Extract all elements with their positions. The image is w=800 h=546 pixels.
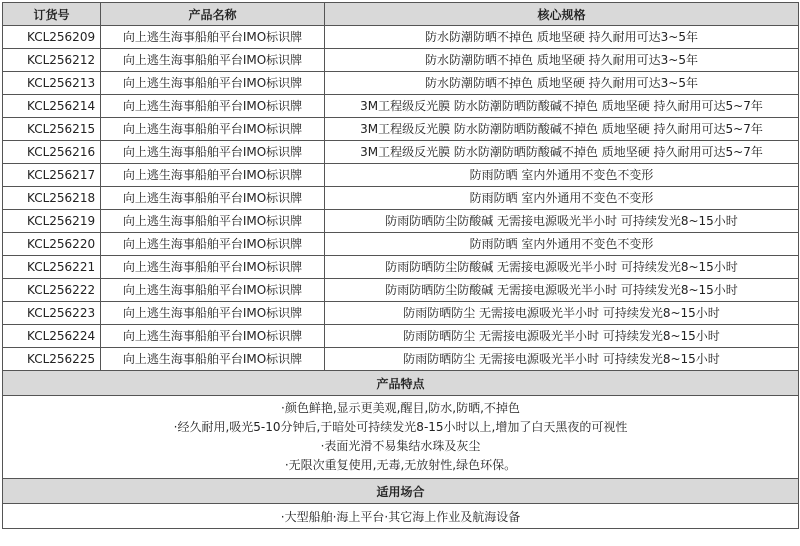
product-name-cell: 向上逃生海事船舶平台IMO标识牌 — [101, 325, 325, 348]
table-row — [3, 187, 799, 210]
product-name-cell: 向上逃生海事船舶平台IMO标识牌 — [101, 72, 325, 95]
product-name-cell: 向上逃生海事船舶平台IMO标识牌 — [101, 210, 325, 233]
header-order-number: 订货号 — [3, 3, 101, 26]
order-number-cell: KCL256216 — [3, 141, 101, 164]
scenes-title: 适用场合 — [3, 479, 799, 504]
core-spec-cell: 防雨防晒 室内外通用不变色不变形 — [325, 164, 799, 187]
features-cell — [3, 396, 799, 479]
product-name-cell: 向上逃生海事船舶平台IMO标识牌 — [101, 187, 325, 210]
table-row — [3, 325, 799, 348]
feature-line: ·无限次重复使用,无毒,无放射性,绿色环保。 — [284, 458, 517, 472]
product-name-cell: 向上逃生海事船舶平台IMO标识牌 — [101, 233, 325, 256]
order-number-cell: KCL256223 — [3, 302, 101, 325]
scenes-header-row — [3, 479, 799, 504]
product-spec-sheet — [2, 2, 798, 529]
feature-line: ·颜色鲜艳,显示更美观,醒目,防水,防晒,不掉色 — [281, 401, 520, 415]
table-row — [3, 233, 799, 256]
core-spec-cell: 3M工程级反光膜 防水防潮防晒防酸碱不掉色 质地坚硬 持久耐用可达5~7年 — [325, 141, 799, 164]
product-rows — [3, 26, 799, 371]
order-number-cell: KCL256212 — [3, 49, 101, 72]
order-number-cell: KCL256222 — [3, 279, 101, 302]
core-spec-cell: 防雨防晒 室内外通用不变色不变形 — [325, 233, 799, 256]
product-name-cell: 向上逃生海事船舶平台IMO标识牌 — [101, 95, 325, 118]
core-spec-cell: 防雨防晒防尘 无需接电源吸光半小时 可持续发光8~15小时 — [325, 302, 799, 325]
core-spec-cell: 防水防潮防晒不掉色 质地坚硬 持久耐用可达3~5年 — [325, 26, 799, 49]
product-name-cell: 向上逃生海事船舶平台IMO标识牌 — [101, 49, 325, 72]
features-header-row — [3, 371, 799, 396]
table-row — [3, 164, 799, 187]
core-spec-cell: 防雨防晒防尘 无需接电源吸光半小时 可持续发光8~15小时 — [325, 348, 799, 371]
table-row — [3, 256, 799, 279]
table-row — [3, 210, 799, 233]
order-number-cell: KCL256221 — [3, 256, 101, 279]
product-name-cell: 向上逃生海事船舶平台IMO标识牌 — [101, 348, 325, 371]
product-name-cell: 向上逃生海事船舶平台IMO标识牌 — [101, 302, 325, 325]
product-name-cell: 向上逃生海事船舶平台IMO标识牌 — [101, 279, 325, 302]
order-number-cell: KCL256224 — [3, 325, 101, 348]
product-name-cell: 向上逃生海事船舶平台IMO标识牌 — [101, 256, 325, 279]
table-header-row — [3, 3, 799, 26]
features-title: 产品特点 — [3, 371, 799, 396]
scenes-row — [3, 504, 799, 529]
core-spec-cell: 防雨防晒防尘防酸碱 无需接电源吸光半小时 可持续发光8~15小时 — [325, 279, 799, 302]
product-name-cell: 向上逃生海事船舶平台IMO标识牌 — [101, 141, 325, 164]
order-number-cell: KCL256220 — [3, 233, 101, 256]
order-number-cell: KCL256209 — [3, 26, 101, 49]
feature-line: ·表面光滑不易集结水珠及灰尘 — [320, 439, 481, 453]
core-spec-cell: 防水防潮防晒不掉色 质地坚硬 持久耐用可达3~5年 — [325, 72, 799, 95]
order-number-cell: KCL256215 — [3, 118, 101, 141]
spec-table — [2, 2, 799, 529]
table-row — [3, 26, 799, 49]
table-row — [3, 279, 799, 302]
table-row — [3, 49, 799, 72]
table-row — [3, 95, 799, 118]
table-row — [3, 348, 799, 371]
scenes-text: ·大型船舶·海上平台·其它海上作业及航海设备 — [3, 504, 799, 529]
order-number-cell: KCL256218 — [3, 187, 101, 210]
feature-line: ·经久耐用,吸光5-10分钟后,于暗处可持续发光8-15小时以上,增加了白天黑夜的可视性 — [173, 420, 628, 434]
core-spec-cell: 3M工程级反光膜 防水防潮防晒防酸碱不掉色 质地坚硬 持久耐用可达5~7年 — [325, 118, 799, 141]
order-number-cell: KCL256213 — [3, 72, 101, 95]
order-number-cell: KCL256219 — [3, 210, 101, 233]
product-name-cell: 向上逃生海事船舶平台IMO标识牌 — [101, 118, 325, 141]
order-number-cell: KCL256225 — [3, 348, 101, 371]
core-spec-cell: 防雨防晒防尘防酸碱 无需接电源吸光半小时 可持续发光8~15小时 — [325, 210, 799, 233]
order-number-cell: KCL256217 — [3, 164, 101, 187]
table-row — [3, 141, 799, 164]
table-row — [3, 118, 799, 141]
core-spec-cell: 防雨防晒防尘防酸碱 无需接电源吸光半小时 可持续发光8~15小时 — [325, 256, 799, 279]
order-number-cell: KCL256214 — [3, 95, 101, 118]
table-row — [3, 302, 799, 325]
product-name-cell: 向上逃生海事船舶平台IMO标识牌 — [101, 26, 325, 49]
product-name-cell: 向上逃生海事船舶平台IMO标识牌 — [101, 164, 325, 187]
core-spec-cell: 防雨防晒防尘 无需接电源吸光半小时 可持续发光8~15小时 — [325, 325, 799, 348]
core-spec-cell: 防水防潮防晒不掉色 质地坚硬 持久耐用可达3~5年 — [325, 49, 799, 72]
table-row — [3, 72, 799, 95]
features-row — [3, 396, 799, 479]
header-product-name: 产品名称 — [101, 3, 325, 26]
core-spec-cell: 3M工程级反光膜 防水防潮防晒防酸碱不掉色 质地坚硬 持久耐用可达5~7年 — [325, 95, 799, 118]
header-core-spec: 核心规格 — [325, 3, 799, 26]
core-spec-cell: 防雨防晒 室内外通用不变色不变形 — [325, 187, 799, 210]
